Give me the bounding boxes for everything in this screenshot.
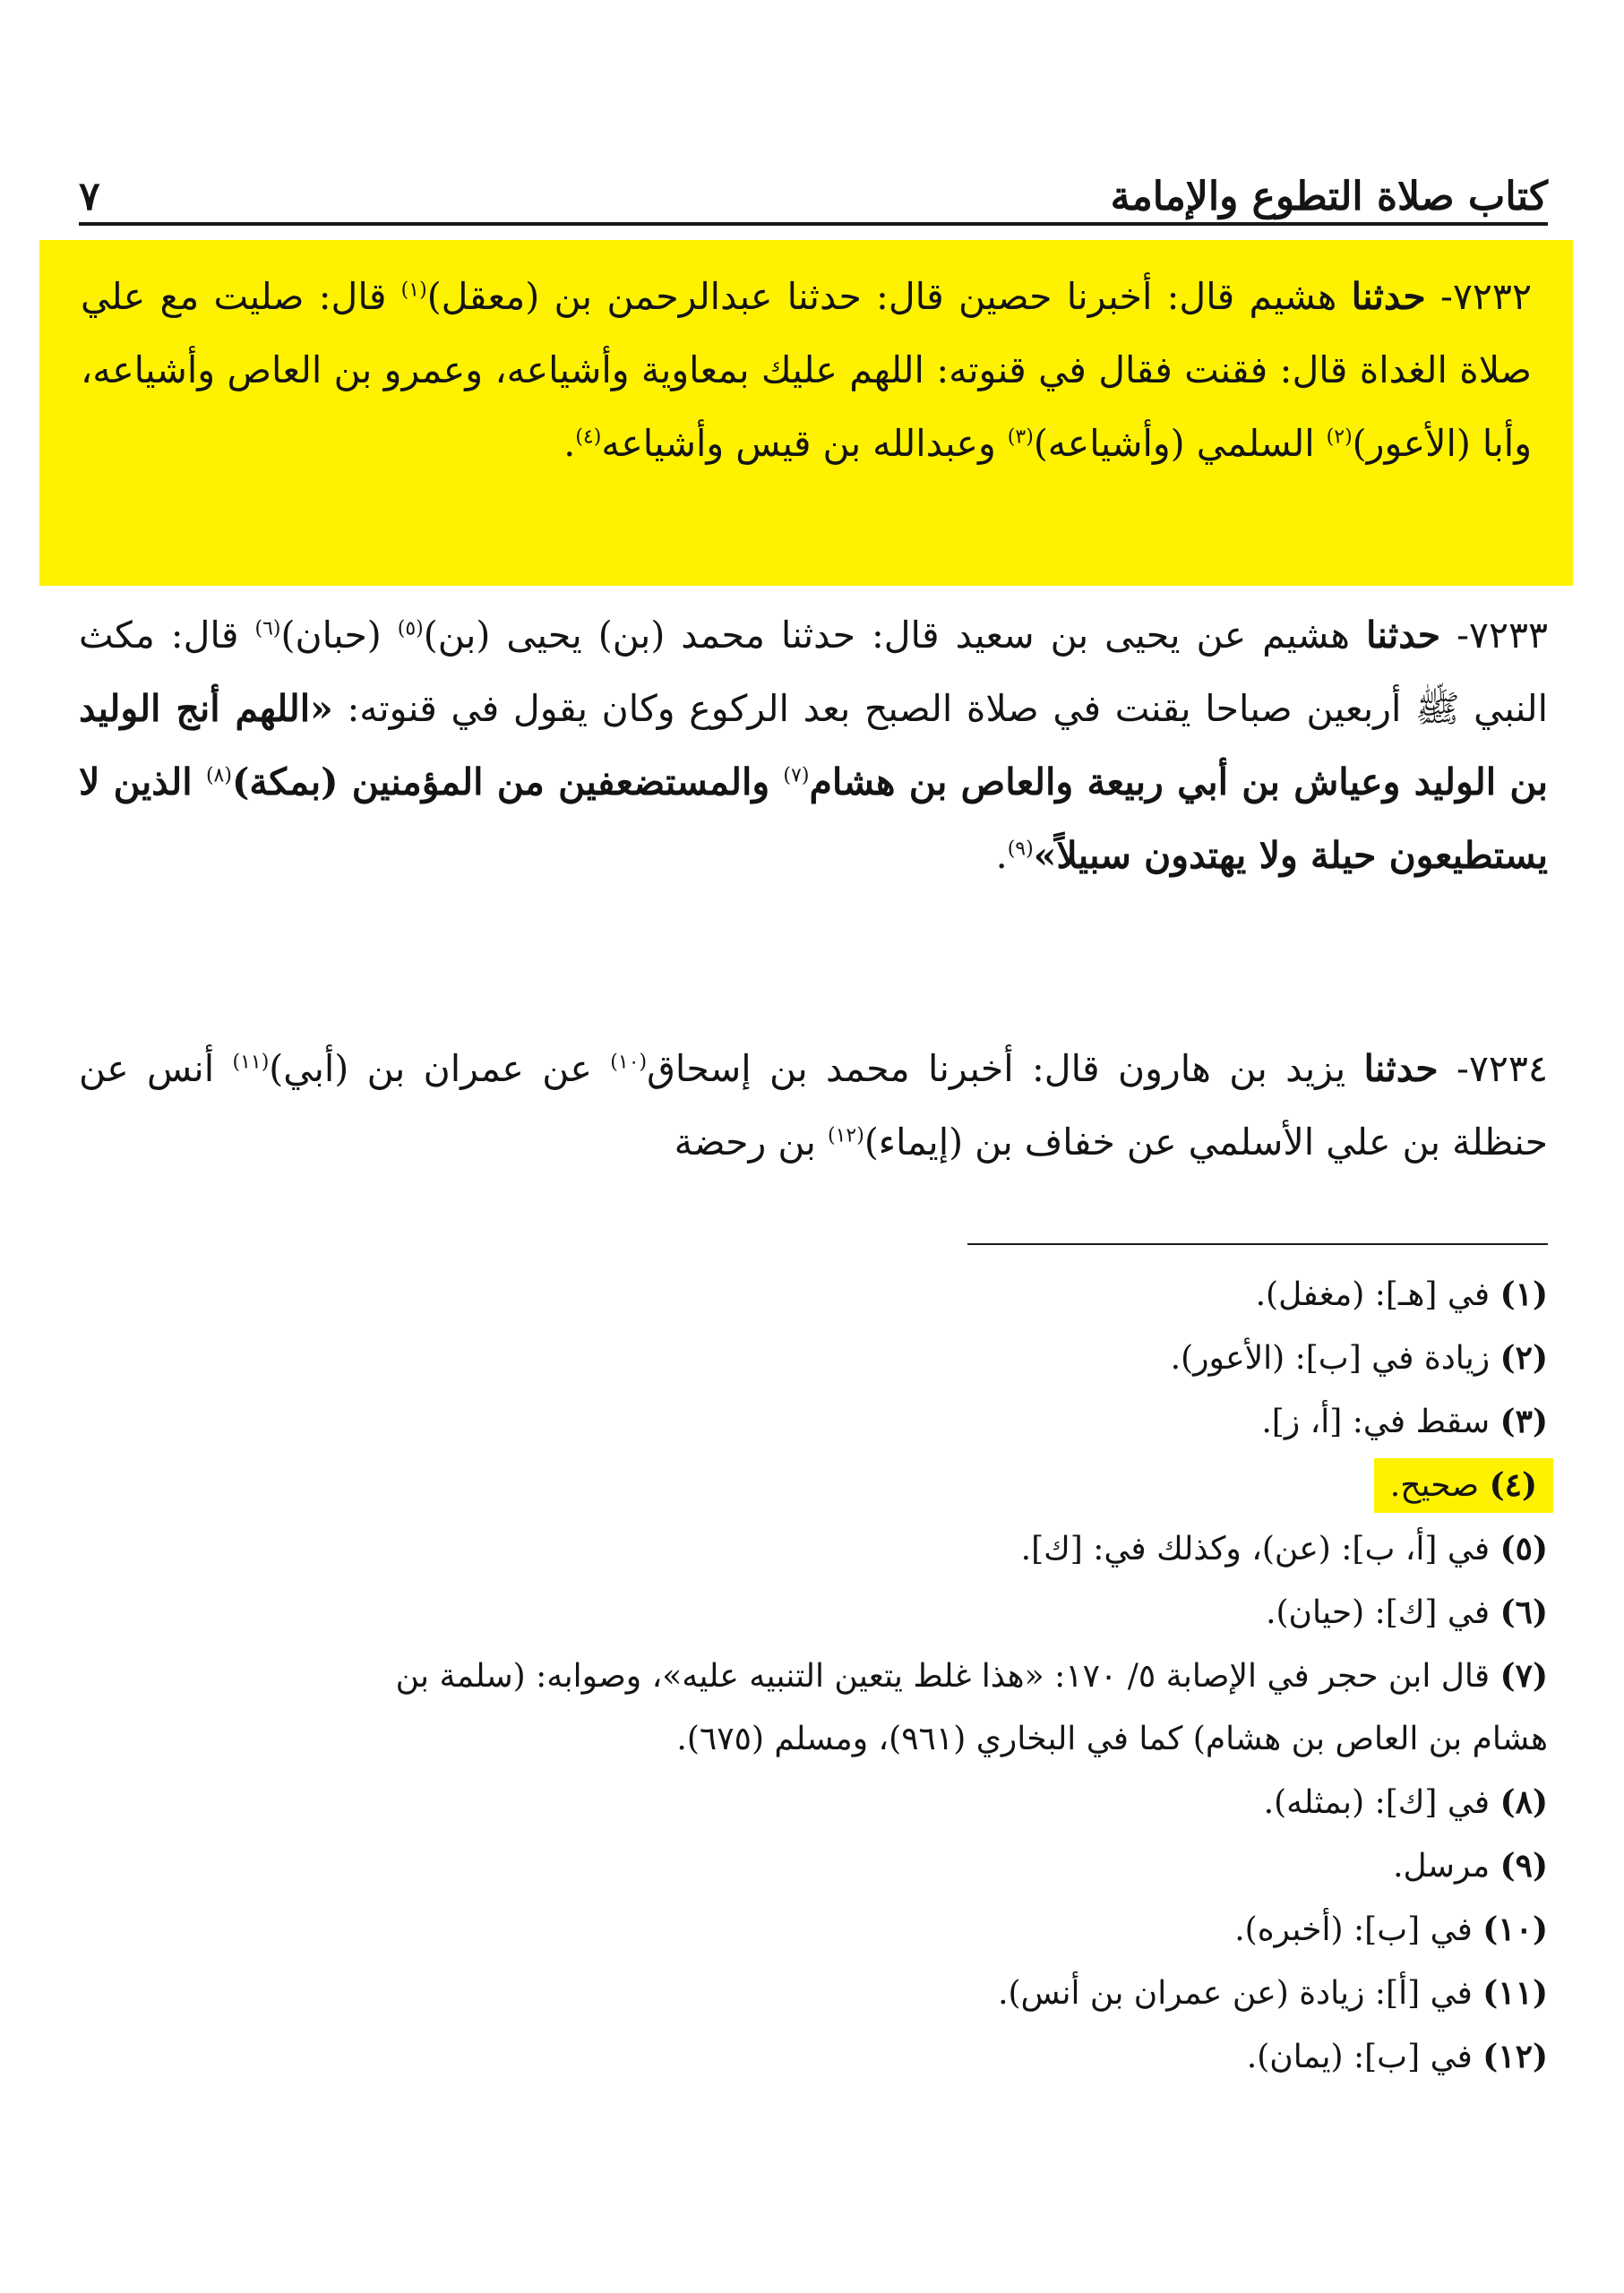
footnote-text: في [هـ]: (مغفل).	[1255, 1276, 1500, 1313]
footnote-number: (٦)	[1499, 1593, 1548, 1631]
footnote-separator	[967, 1243, 1548, 1245]
footnote-ref: (٦)	[254, 617, 281, 640]
footnote-ref: (٩)	[1007, 837, 1034, 861]
footnote-text: في [أ، ب]: (عن)، وكذلك في: [ك].	[1020, 1531, 1500, 1567]
footnote	[79, 1263, 1548, 1327]
footnote-ref: (١)	[400, 279, 427, 302]
hadith-number: ٧٢٣٤-	[1456, 1047, 1548, 1090]
footnote-number: (٥)	[1499, 1530, 1548, 1567]
footnote-number: (٢)	[1499, 1339, 1548, 1377]
footnote-highlight	[1379, 1464, 1548, 1507]
footnote-ref: (١١)	[232, 1051, 270, 1074]
footnote-number: (٨)	[1499, 1783, 1548, 1821]
footnote-text: في [ك]: (حيان).	[1266, 1594, 1500, 1631]
hadith-text: السلمي (وأشياعه)	[1033, 422, 1327, 465]
footnote	[79, 2025, 1548, 2089]
hadith-7233	[79, 598, 1548, 892]
footnote-number: (٧)	[1499, 1657, 1548, 1695]
hadith-text: بن رحضة	[674, 1121, 828, 1164]
footnote-ref: (٥)	[397, 617, 424, 640]
hadith-number: ٧٢٣٢-	[1440, 275, 1532, 318]
hadith-text: عن عمران بن (أبي)	[269, 1047, 611, 1090]
footnote-text: في [أ]: زيادة (عن عمران بن أنس).	[998, 1975, 1483, 2012]
hadith-text: .	[563, 422, 576, 465]
footnote-number: (١٢)	[1482, 2038, 1548, 2075]
hadith-7234	[79, 1032, 1548, 1179]
footnote-number: (٤)	[1489, 1466, 1537, 1504]
footnote-ref: (٨)	[205, 764, 232, 787]
footnote-number: (١)	[1499, 1275, 1548, 1313]
footnote-ref: (٤)	[575, 425, 602, 449]
footnote-text: قال ابن حجر في الإصابة ٥/ ١٧٠: «هذا غلط يتعين التنبيه عليه»، وصوابه: (سلمة بن	[395, 1658, 1500, 1695]
hadith-keyword: حدثنا	[1363, 1047, 1439, 1090]
hadith-number: ٧٢٣٣-	[1456, 614, 1549, 657]
hadith-text: وعبدالله بن قيس وأشياعه	[601, 422, 1008, 465]
footnote	[79, 1962, 1548, 2025]
footnote-text: في [ك]: (بمثله).	[1263, 1784, 1500, 1821]
footnote	[79, 1517, 1548, 1581]
footnote-ref: (٢)	[1326, 425, 1353, 449]
footnote-ref: (١٠)	[610, 1051, 648, 1074]
footnote	[79, 1390, 1548, 1454]
prophetic-supplication: «اللهم أنج الوليد بن الوليد وعياش بن أبي ربيعة والعاص بن هشام	[79, 687, 1548, 803]
hadith-7232-highlighted	[39, 240, 1573, 586]
footnote	[79, 1898, 1548, 1962]
footnotes	[79, 1263, 1548, 2089]
hadith-text: يزيد بن هارون قال: أخبرنا محمد بن إسحاق	[647, 1047, 1364, 1090]
hadith-text: هشيم عن يحيى بن سعيد قال: حدثنا محمد (بن) يحيى (بن)	[423, 614, 1366, 657]
footnote-text: سقط في: [أ، ز].	[1261, 1404, 1500, 1440]
footnote	[79, 1771, 1548, 1834]
book-title: كتاب صلاة التطوع والإمامة	[1110, 174, 1548, 219]
footnote-text: مرسل.	[1393, 1848, 1500, 1885]
prophetic-supplication: والمستضعفين من المؤمنين (بمكة)	[231, 760, 784, 803]
page-number: ٧	[79, 174, 100, 219]
hadith-keyword: حدثنا	[1351, 275, 1426, 318]
hadith-text: قال: صليت مع علي صلاة الغداة قال: فقنت فقال في قنوته: اللهم عليك بمعاوية وأشياعه، وعمرو بن العاص وأشياعه، وأبا (الأعور)	[81, 275, 1532, 465]
footnote-number: (١٠)	[1482, 1911, 1548, 1948]
footnote-continuation: هشام بن العاص بن هشام) كما في البخاري (٩٦١)، ومسلم (٦٧٥).	[676, 1721, 1548, 1757]
footnote-text: في [ب]: (يمان).	[1246, 2039, 1483, 2075]
footnote	[79, 1327, 1548, 1390]
footnote-highlighted	[79, 1454, 1548, 1517]
header-rule	[79, 222, 1548, 226]
footnote-number: (٩)	[1499, 1847, 1548, 1885]
prophetic-supplication: الذين لا يستطيعون حيلة ولا يهتدون سبيلاً»	[79, 760, 1548, 877]
footnote-ref: (١٢)	[827, 1124, 864, 1147]
hadith-text: .	[995, 834, 1008, 877]
footnote-text: زيادة في [ب]: (الأعور).	[1170, 1340, 1500, 1377]
hadith-text: (حبان)	[280, 614, 398, 657]
hadith-text: قال: مكث النبي ﷺ أربعين صباحا يقنت في صلاة الصبح بعد الركوع وكان يقول في قنوته:	[79, 614, 1548, 730]
hadith-text: هشيم قال: أخبرنا حصين قال: حدثنا عبدالرحمن بن (معقل)	[426, 275, 1352, 318]
hadith-keyword: حدثنا	[1365, 614, 1441, 657]
footnote-ref: (٣)	[1007, 425, 1034, 449]
footnote	[79, 1834, 1548, 1898]
footnote-number: (١١)	[1482, 1974, 1548, 2012]
footnote	[79, 1645, 1548, 1771]
footnote-number: (٣)	[1499, 1403, 1548, 1440]
hadith-text: أنس عن حنظلة بن علي الأسلمي عن خفاف بن (إيماء)	[79, 1047, 1548, 1164]
footnote	[79, 1581, 1548, 1645]
footnote-ref: (٧)	[783, 764, 810, 787]
footnote-text: في [ب]: (أخبره).	[1234, 1911, 1483, 1948]
page-header	[79, 157, 1548, 219]
footnote-text: صحيح.	[1389, 1467, 1490, 1504]
